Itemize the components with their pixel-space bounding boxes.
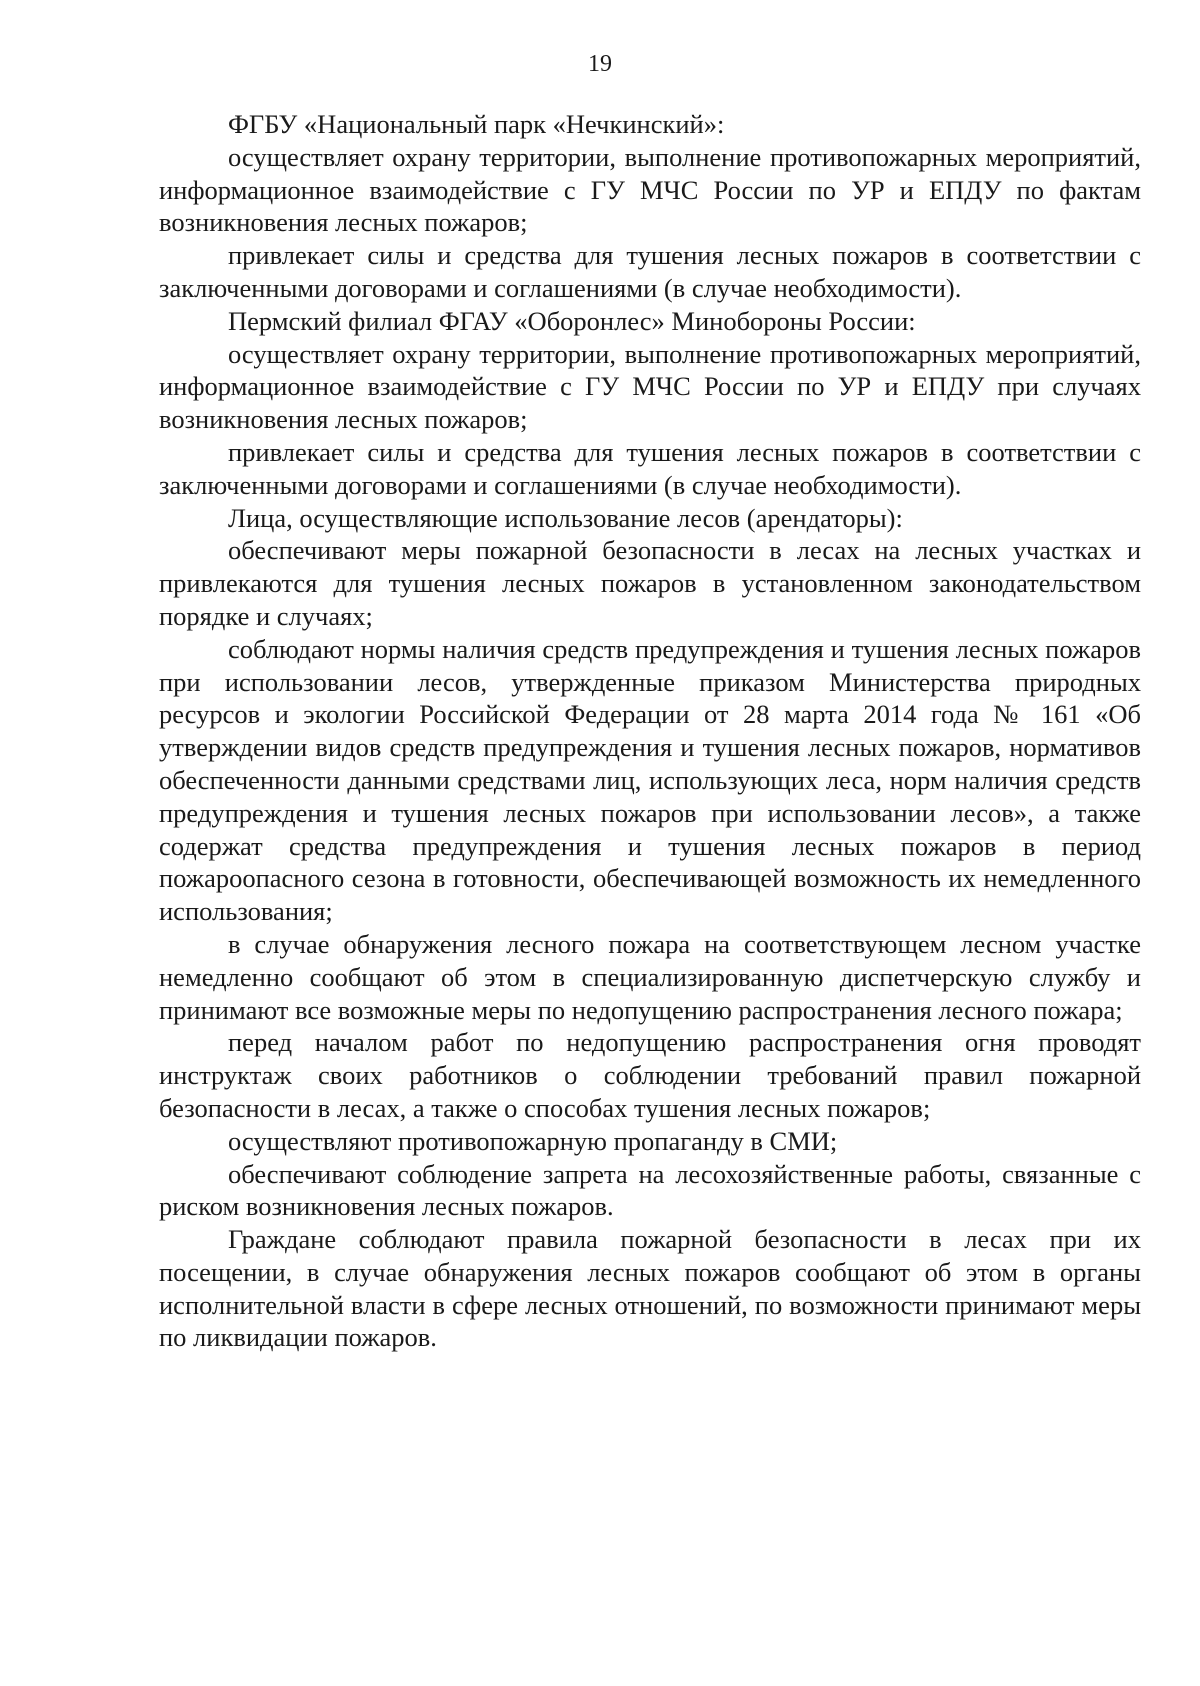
paragraph-tenants-safety: обеспечивают меры пожарной безопасности в лесах на лесных участках и привлекаются для тушения лесных пожаров в установленном законодательством порядке и случаях;: [159, 535, 1141, 631]
paragraph-oboronles-protection: осуществляет охрану территории, выполнение противопожарных мероприятий, информационное взаимодействие с ГУ МЧС России по УР и ЕПДУ при случаях возникновения лесных пожаров;: [159, 338, 1141, 435]
paragraph-tenants-briefing: перед началом работ по недопущению распространения огня проводят инструктаж своих работников о соблюдении требований правил пожарной безопасности в лесах, а также о способах тушения лесных пожаров;: [159, 1027, 1141, 1123]
paragraph-tenants-propaganda: осуществляют противопожарную пропаганду в СМИ;: [228, 1125, 838, 1156]
page-number: 19: [588, 51, 612, 77]
paragraph-nechkinsky-forces: привлекает силы и средства для тушения лесных пожаров в соответствии с заключенными договорами и соглашениями (в случае необходимости).: [159, 240, 1141, 303]
paragraph-nechkinsky-protection: осуществляет охрану территории, выполнение противопожарных мероприятий, информационное взаимодействие с ГУ МЧС России по УР и ЕПДУ по фактам возникновения лесных пожаров;: [159, 141, 1141, 238]
paragraph-tenants-ban: обеспечивают соблюдение запрета на лесохозяйственные работы, связанные с риском возникновения лесных пожаров.: [159, 1158, 1141, 1222]
paragraph-oboronles-forces: привлекает силы и средства для тушения лесных пожаров в соответствии с заключенными договорами и соглашениями (в случае необходимости).: [159, 436, 1141, 500]
document-body: [159, 108, 1141, 1354]
paragraph-citizens: Граждане соблюдают правила пожарной безопасности в лесах при их посещении, в случае обнаружения лесных пожаров сообщают об этом в органы исполнительной власти в сфере лесных отношений, по возможности принимают меры по ликвидации пожаров.: [159, 1224, 1141, 1353]
paragraph-tenants-detection: в случае обнаружения лесного пожара на соответствующем лесном участке немедленно сообщают об этом в специализированную диспетчерскую службу и принимают все возможные меры по недопущению распространения лесного пожара;: [159, 928, 1141, 1025]
paragraph-nechkinsky-heading: ФГБУ «Национальный парк «Нечкинский»:: [228, 109, 725, 139]
paragraph-tenants-heading: Лица, осуществляющие использование лесов (арендаторы):: [228, 502, 903, 533]
paragraph-tenants-norms: соблюдают нормы наличия средств предупреждения и тушения лесных пожаров при использовании лесов, утвержденные приказом Министерства природных ресурсов и экологии Российской Федерации от 28 марта 2014 года № 161 «Об утверждении видов средств предупреждения и тушения лесных пожаров, нормативов обеспеченности данными средствами лиц, использующих леса, норм наличия средств предупреждения и тушения лесных пожаров при использовании лесов», а также содержат средства предупреждения и тушения лесных пожаров в период пожароопасного сезона в готовности, обеспечивающей возможность их немедленного использования;: [159, 633, 1141, 927]
paragraph-oboronles-heading: Пермский филиал ФГАУ «Оборонлес» Минобороны России:: [228, 305, 916, 336]
